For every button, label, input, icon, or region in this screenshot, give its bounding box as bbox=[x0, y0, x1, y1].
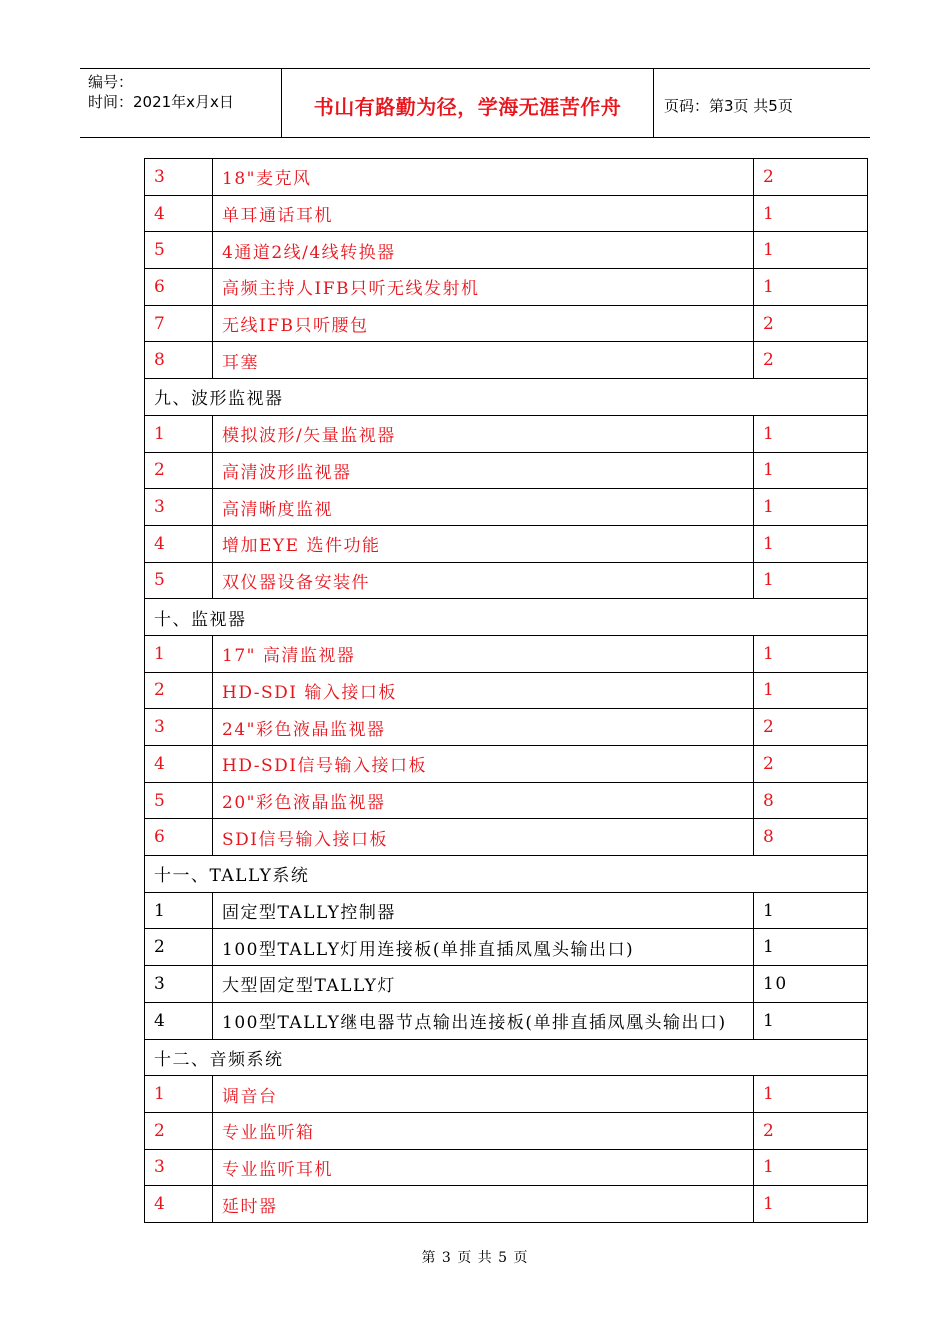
page-header bbox=[80, 68, 870, 138]
item-number: 1 bbox=[145, 1076, 213, 1113]
item-number: 2 bbox=[145, 1112, 213, 1149]
item-quantity: 1 bbox=[754, 892, 868, 929]
item-name: 高清晰度监视 bbox=[213, 489, 754, 526]
item-quantity: 1 bbox=[754, 269, 868, 306]
table-row bbox=[145, 1149, 868, 1186]
item-name: 大型固定型TALLY灯 bbox=[213, 966, 754, 1003]
item-quantity: 1 bbox=[754, 1002, 868, 1039]
table-row bbox=[145, 452, 868, 489]
table-row bbox=[145, 819, 868, 856]
item-name: 专业监听箱 bbox=[213, 1112, 754, 1149]
item-name: 17" 高清监视器 bbox=[213, 635, 754, 672]
table-row bbox=[145, 892, 868, 929]
header-page-label: 页码：第3页 共5页 bbox=[664, 96, 793, 115]
item-number: 3 bbox=[145, 489, 213, 526]
item-quantity: 1 bbox=[754, 195, 868, 232]
item-number: 8 bbox=[145, 342, 213, 379]
item-quantity: 2 bbox=[754, 1112, 868, 1149]
section-row bbox=[145, 1039, 868, 1076]
item-name: 100型TALLY灯用连接板(单排直插凤凰头输出口) bbox=[213, 929, 754, 966]
table-row bbox=[145, 1076, 868, 1113]
item-quantity: 1 bbox=[754, 525, 868, 562]
item-quantity: 2 bbox=[754, 342, 868, 379]
item-number: 4 bbox=[145, 195, 213, 232]
table-row bbox=[145, 782, 868, 819]
table-row bbox=[145, 342, 868, 379]
item-number: 5 bbox=[145, 782, 213, 819]
item-quantity: 1 bbox=[754, 415, 868, 452]
item-name: 4通道2线/4线转换器 bbox=[213, 232, 754, 269]
table-row bbox=[145, 635, 868, 672]
item-name: 增加EYE 选件功能 bbox=[213, 525, 754, 562]
table-row bbox=[145, 966, 868, 1003]
item-number: 3 bbox=[145, 1149, 213, 1186]
item-quantity: 1 bbox=[754, 489, 868, 526]
item-name: 专业监听耳机 bbox=[213, 1149, 754, 1186]
item-number: 2 bbox=[145, 672, 213, 709]
table-row bbox=[145, 1186, 868, 1223]
item-number: 3 bbox=[145, 966, 213, 1003]
item-quantity: 2 bbox=[754, 305, 868, 342]
item-number: 4 bbox=[145, 1186, 213, 1223]
table-row bbox=[145, 489, 868, 526]
number-label: 编号： bbox=[88, 73, 134, 91]
item-name: SDI信号输入接口板 bbox=[213, 819, 754, 856]
section-title: 九、波形监视器 bbox=[145, 379, 868, 416]
item-number: 5 bbox=[145, 232, 213, 269]
table-row bbox=[145, 269, 868, 306]
table-row bbox=[145, 672, 868, 709]
section-title: 十一、TALLY系统 bbox=[145, 856, 868, 893]
section-row bbox=[145, 856, 868, 893]
item-quantity: 1 bbox=[754, 929, 868, 966]
table-row bbox=[145, 929, 868, 966]
header-meta bbox=[80, 69, 282, 137]
table-row bbox=[145, 305, 868, 342]
item-quantity: 2 bbox=[754, 746, 868, 783]
item-number: 6 bbox=[145, 819, 213, 856]
item-quantity: 1 bbox=[754, 1149, 868, 1186]
table-row bbox=[145, 415, 868, 452]
item-name: 单耳通话耳机 bbox=[213, 195, 754, 232]
item-quantity: 1 bbox=[754, 562, 868, 599]
section-title: 十、监视器 bbox=[145, 599, 868, 636]
item-number: 2 bbox=[145, 452, 213, 489]
item-number: 3 bbox=[145, 709, 213, 746]
section-row bbox=[145, 379, 868, 416]
page-footer: 第 3 页 共 5 页 bbox=[421, 1250, 529, 1266]
item-quantity: 1 bbox=[754, 1076, 868, 1113]
table-row bbox=[145, 746, 868, 783]
item-quantity: 2 bbox=[754, 159, 868, 196]
item-number: 1 bbox=[145, 635, 213, 672]
item-quantity: 2 bbox=[754, 709, 868, 746]
item-quantity: 8 bbox=[754, 819, 868, 856]
item-quantity: 1 bbox=[754, 1186, 868, 1223]
table-row bbox=[145, 195, 868, 232]
item-quantity: 1 bbox=[754, 452, 868, 489]
item-name: 24"彩色液晶监视器 bbox=[213, 709, 754, 746]
date-label: 时间：2021年x月x日 bbox=[88, 93, 234, 111]
table-row bbox=[145, 525, 868, 562]
item-number: 6 bbox=[145, 269, 213, 306]
item-quantity: 8 bbox=[754, 782, 868, 819]
item-quantity: 10 bbox=[754, 966, 868, 1003]
item-number: 7 bbox=[145, 305, 213, 342]
item-name: 100型TALLY继电器节点输出连接板(单排直插凤凰头输出口) bbox=[213, 1002, 754, 1039]
header-motto: 书山有路勤为径，学海无涯苦作舟 bbox=[282, 69, 654, 137]
item-number: 4 bbox=[145, 1002, 213, 1039]
item-quantity: 1 bbox=[754, 635, 868, 672]
equipment-table bbox=[144, 158, 868, 1223]
item-name: 调音台 bbox=[213, 1076, 754, 1113]
table-row bbox=[145, 1002, 868, 1039]
item-quantity: 1 bbox=[754, 232, 868, 269]
item-number: 1 bbox=[145, 415, 213, 452]
table-row bbox=[145, 159, 868, 196]
item-name: 固定型TALLY控制器 bbox=[213, 892, 754, 929]
item-name: 20"彩色液晶监视器 bbox=[213, 782, 754, 819]
item-name: 无线IFB只听腰包 bbox=[213, 305, 754, 342]
section-row bbox=[145, 599, 868, 636]
item-quantity: 1 bbox=[754, 672, 868, 709]
item-number: 3 bbox=[145, 159, 213, 196]
item-name: 延时器 bbox=[213, 1186, 754, 1223]
item-name: HD-SDI信号输入接口板 bbox=[213, 746, 754, 783]
table-row bbox=[145, 562, 868, 599]
item-number: 4 bbox=[145, 746, 213, 783]
item-name: 18"麦克风 bbox=[213, 159, 754, 196]
table-row bbox=[145, 232, 868, 269]
item-number: 1 bbox=[145, 892, 213, 929]
item-name: 高频主持人IFB只听无线发射机 bbox=[213, 269, 754, 306]
table-row bbox=[145, 1112, 868, 1149]
item-number: 2 bbox=[145, 929, 213, 966]
item-number: 4 bbox=[145, 525, 213, 562]
item-name: HD-SDI 输入接口板 bbox=[213, 672, 754, 709]
item-name: 耳塞 bbox=[213, 342, 754, 379]
item-name: 高清波形监视器 bbox=[213, 452, 754, 489]
section-title: 十二、音频系统 bbox=[145, 1039, 868, 1076]
item-number: 5 bbox=[145, 562, 213, 599]
item-name: 模拟波形/矢量监视器 bbox=[213, 415, 754, 452]
table-row bbox=[145, 709, 868, 746]
item-name: 双仪器设备安装件 bbox=[213, 562, 754, 599]
